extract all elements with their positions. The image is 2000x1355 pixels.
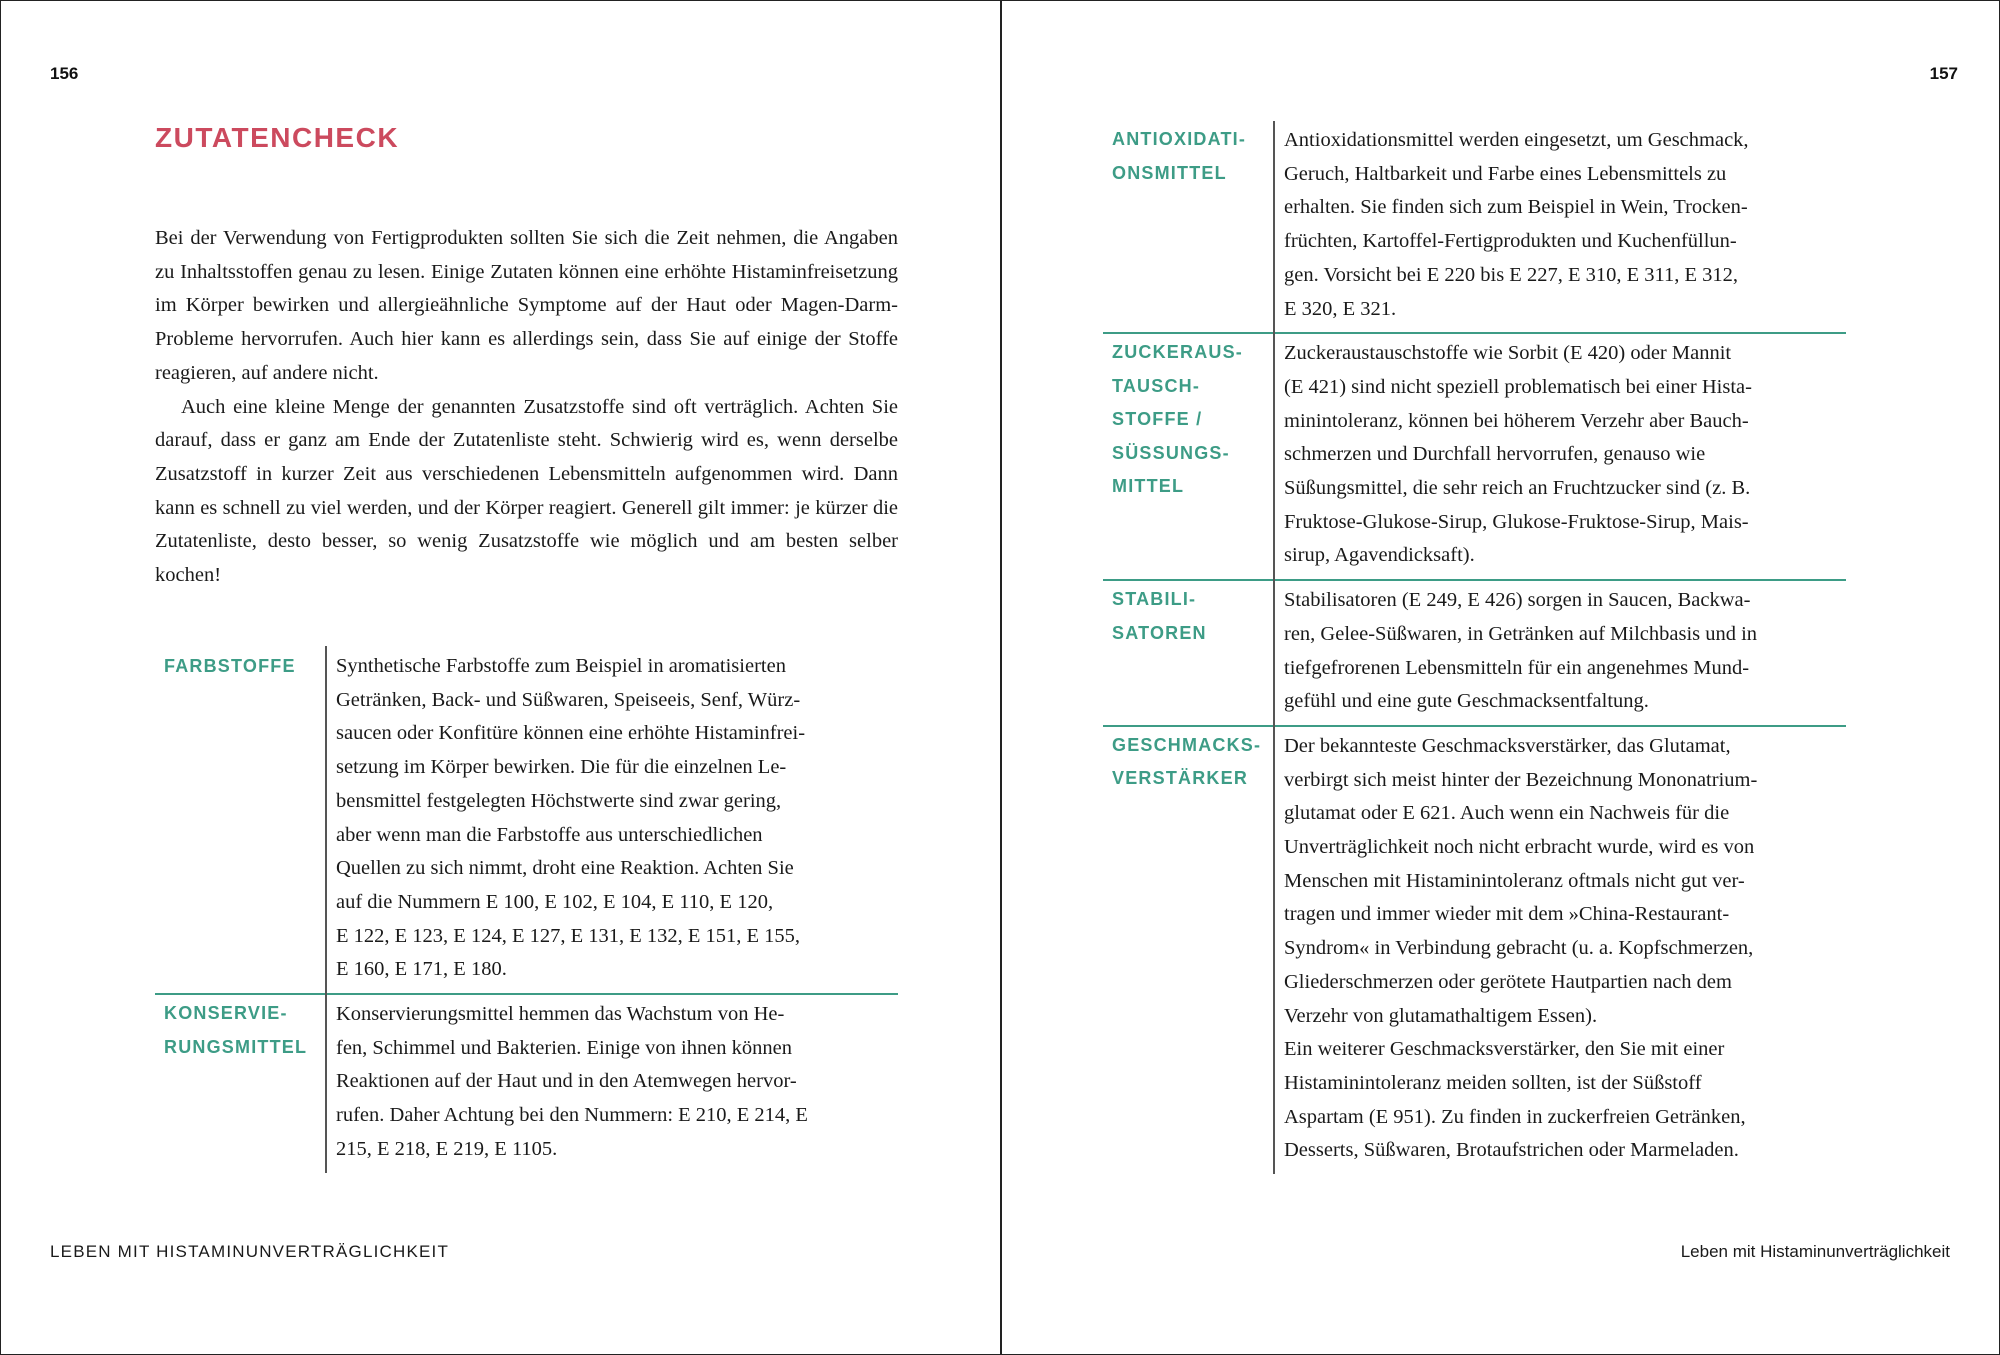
running-footer-left: LEBEN MIT HISTAMINUNVERTRÄGLICHKEIT [50,1242,450,1261]
entry-description: Der bekannteste Geschmacksverstärker, das Glutamat, verbirgt sich meist hinter der Bezeichnung Mononatrium- glutamat oder E 621. Auch wenn ein Nachweis für die Unverträglichkeit noch nicht erbracht wurde, wird es von Menschen mit Histaminintoleranz oftmals nicht gut ver- tragen und immer wieder mit dem »China-Restaurant- Syndrom« in Verbindung gebracht (u. a. Kopfschmerzen, Gliederschmerzen oder gerötete Hautpartien nach dem Verzehr von glutamathaltigem Essen). Ein weiterer Geschmacksverstärker, den Sie mit einer Histaminintoleranz meiden sollten, ist der Süßstoff Aspartam (E 951). Zu finden in zuckerfreien Getränken, Desserts, Süßwaren, Brotaufstrichen oder Marmeladen. [1274,726,1846,1174]
intro-paragraph: Auch eine kleine Menge der genannten Zusatzstoffe sind oft verträglich. Achten Sie darauf, dass er ganz am Ende der Zutatenliste steht. Schwierig wird es, wenn derselbe Zusatzstoff in kurzer Zeit aus verschiedenen Lebensmitteln aufgenommen wird. Dann kann es schnell zu viel werden, und der Körper reagiert. Generell gilt immer: je kürzer die Zutatenliste, desto besser, so wenig Zusatzstoffe wie möglich und am besten selber kochen! [155,395,898,587]
intro-text [155,222,898,593]
page-number-right: 157 [1929,64,1958,83]
entry-description: Synthetische Farbstoffe zum Beispiel in aromatisierten Getränken, Back- und Süßwaren, Speiseeis, Senf, Würz- saucen oder Konfitüre können eine erhöhte Histaminfrei- setzung im Körper bewirken. Die für die einzelnen Le- bensmittel festgelegten Höchstwerte sind zwar gering, aber wenn man die Farbstoffe aus unterschiedlichen Quellen zu sich nimmt, droht eine Reaktion. Achten Sie auf die Nummern E 100, E 102, E 104, E 110, E 120, E 122, E 123, E 124, E 127, E 131, E 132, E 151, E 155, E 160, E 171, E 180. [326,646,898,994]
entry-term: GESCHMACKS- VERSTÄRKER [1103,726,1274,1174]
additives-table-right [1103,121,1846,1174]
entry-term: STABILI- SATOREN [1103,580,1274,726]
chapter-title: ZUTATENCHECK [155,122,400,153]
entry-term: ANTIOXIDATI- ONSMITTEL [1112,129,1247,183]
entry-description: Antioxidationsmittel werden eingesetzt, um Geschmack, Geruch, Haltbarkeit und Farbe eines Lebensmittels zu erhalten. Sie finden sich zum Beispiel in Wein, Trocken- früchten, Kartoffel-Fertigprodukten und Kuchenfüllun- gen. Vorsicht bei E 220 bis E 227, E 310, E 311, E 312, E 320, E 321. [1274,121,1846,333]
entry-term: FARBSTOFFE [164,656,296,676]
additives-table-left [155,646,898,1173]
entry-term: KONSERVIE- RUNGSMITTEL [155,994,326,1173]
page-number-left: 156 [50,64,79,83]
table-row [155,994,898,1173]
intro-paragraph: Bei der Verwendung von Fertigprodukten sollten Sie sich die Zeit nehmen, die Angaben zu Inhaltsstoffen genau zu lesen. Einige Zutaten können eine erhöhte Histaminfreisetzung im Körper bewirken und allergieähnliche Symptome auf der Haut oder Magen-Darm-Probleme hervorrufen. Auch hier kann es allerdings sein, dass Sie auf einige der Stoffe reagieren, auf andere nicht. [155,227,898,384]
entry-description: Stabilisatoren (E 249, E 426) sorgen in Saucen, Backwa- ren, Gelee-Süßwaren, in Getränken auf Milchbasis und in tiefgefrorenen Lebensmitteln für ein angenehmes Mund- gefühl und eine gute Geschmacksentfaltung. [1274,580,1846,726]
table-row [1103,726,1846,1174]
entry-description: Konservierungsmittel hemmen das Wachstum von He- fen, Schimmel und Bakterien. Einige von ihnen können Reaktionen auf der Haut und in den Atemwegen hervor- rufen. Daher Achtung bei den Nummern: E 210, E 214, E 215, E 218, E 219, E 1105. [326,994,898,1173]
table-row [155,646,898,994]
entry-term: ZUCKERAUS- TAUSCH- STOFFE / SÜSSUNGS- MITTEL [1103,333,1274,580]
table-row [1103,333,1846,580]
page-gutter [1000,0,1002,1355]
running-footer-right: Leben mit Histaminunverträglichkeit [1680,1242,1950,1261]
table-row [1103,580,1846,726]
table-row [1103,121,1846,333]
entry-description: Zuckeraustauschstoffe wie Sorbit (E 420) oder Mannit (E 421) sind nicht speziell problematisch bei einer Hista- minintoleranz, können bei höherem Verzehr aber Bauch- schmerzen und Durchfall hervorrufen, genauso wie Süßungsmittel, die sehr reich an Fruchtzucker sind (z. B. Fruktose-Glukose-Sirup, Glukose-Fruktose-Sirup, Mais- sirup, Agavendicksaft). [1274,333,1846,580]
